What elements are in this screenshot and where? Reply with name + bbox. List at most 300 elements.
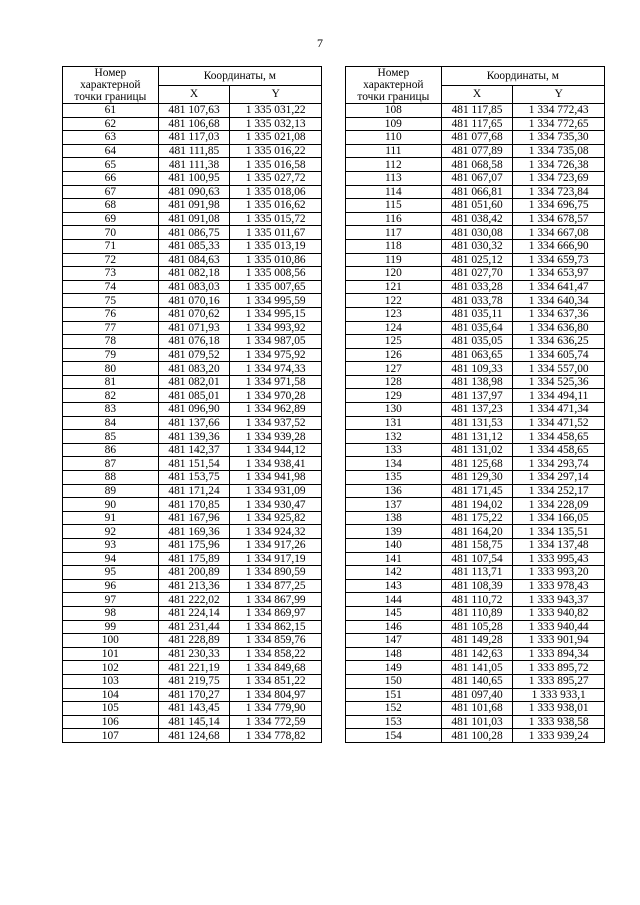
y-coordinate-cell: 1 335 016,58 [230, 158, 322, 172]
table-row [346, 321, 605, 335]
point-number-cell: 69 [63, 212, 159, 226]
x-coordinate-cell: 481 105,28 [441, 620, 513, 634]
table-row [63, 104, 322, 118]
table-row [63, 185, 322, 199]
y-coordinate-cell: 1 335 016,62 [230, 199, 322, 213]
y-coordinate-cell: 1 333 894,34 [513, 647, 605, 661]
x-coordinate-cell: 481 113,71 [441, 566, 513, 580]
y-coordinate-cell: 1 334 931,09 [230, 484, 322, 498]
point-number-cell: 130 [346, 403, 442, 417]
table-row [63, 606, 322, 620]
table-row [63, 307, 322, 321]
x-coordinate-cell: 481 070,16 [158, 294, 230, 308]
x-coordinate-cell: 481 164,20 [441, 525, 513, 539]
y-coordinate-cell: 1 334 917,19 [230, 552, 322, 566]
table-row [63, 593, 322, 607]
x-coordinate-cell: 481 033,28 [441, 280, 513, 294]
table-row [63, 199, 322, 213]
y-coordinate-cell: 1 334 941,98 [230, 471, 322, 485]
table-row [346, 634, 605, 648]
point-number-cell: 102 [63, 661, 159, 675]
coords-header: Координаты, м [158, 67, 321, 86]
x-coordinate-cell: 481 138,98 [441, 375, 513, 389]
point-number-cell: 111 [346, 144, 442, 158]
table-row [346, 171, 605, 185]
point-number-cell: 81 [63, 375, 159, 389]
y-coordinate-cell: 1 334 859,76 [230, 634, 322, 648]
point-number-cell: 72 [63, 253, 159, 267]
point-number-cell: 127 [346, 362, 442, 376]
y-coordinate-cell: 1 333 940,82 [513, 606, 605, 620]
table-row [346, 104, 605, 118]
point-number-cell: 125 [346, 335, 442, 349]
table-row [63, 688, 322, 702]
x-coordinate-cell: 481 097,40 [441, 688, 513, 702]
y-coordinate-cell: 1 335 016,22 [230, 144, 322, 158]
x-header: X [158, 85, 230, 104]
y-coordinate-cell: 1 334 653,97 [513, 267, 605, 281]
point-number-cell: 119 [346, 253, 442, 267]
y-coordinate-cell: 1 334 804,97 [230, 688, 322, 702]
table-row [63, 430, 322, 444]
x-coordinate-cell: 481 224,14 [158, 606, 230, 620]
table-row [63, 566, 322, 580]
point-number-cell: 124 [346, 321, 442, 335]
table-row [346, 539, 605, 553]
point-number-cell: 109 [346, 117, 442, 131]
table-row [63, 579, 322, 593]
y-coordinate-cell: 1 334 636,80 [513, 321, 605, 335]
point-number-cell: 95 [63, 566, 159, 580]
y-coordinate-cell: 1 333 933,1 [513, 688, 605, 702]
y-coordinate-cell: 1 334 137,48 [513, 539, 605, 553]
point-number-cell: 113 [346, 171, 442, 185]
point-label-line1: Номер [377, 67, 410, 79]
table-row [346, 457, 605, 471]
x-coordinate-cell: 481 067,07 [441, 171, 513, 185]
table-row [346, 348, 605, 362]
table-row [63, 375, 322, 389]
table-row [346, 253, 605, 267]
x-coordinate-cell: 481 111,85 [158, 144, 230, 158]
y-coordinate-cell: 1 334 735,08 [513, 144, 605, 158]
point-number-cell: 79 [63, 348, 159, 362]
x-coordinate-cell: 481 084,63 [158, 253, 230, 267]
table-row [63, 674, 322, 688]
table-row [63, 702, 322, 716]
x-coordinate-cell: 481 101,03 [441, 715, 513, 729]
x-coordinate-cell: 481 030,08 [441, 226, 513, 240]
point-number-cell: 110 [346, 131, 442, 145]
table-row [346, 375, 605, 389]
y-coordinate-cell: 1 334 228,09 [513, 498, 605, 512]
x-coordinate-cell: 481 083,20 [158, 362, 230, 376]
point-number-cell: 77 [63, 321, 159, 335]
point-number-cell: 78 [63, 335, 159, 349]
table-row [63, 403, 322, 417]
table-row [63, 117, 322, 131]
y-coordinate-cell: 1 334 944,12 [230, 443, 322, 457]
y-coordinate-cell: 1 334 723,84 [513, 185, 605, 199]
x-coordinate-cell: 481 071,93 [158, 321, 230, 335]
table-row [346, 294, 605, 308]
point-number-cell: 61 [63, 104, 159, 118]
table-row [63, 267, 322, 281]
x-coordinate-cell: 481 222,02 [158, 593, 230, 607]
table-row [63, 362, 322, 376]
y-coordinate-cell: 1 335 032,13 [230, 117, 322, 131]
x-coordinate-cell: 481 230,33 [158, 647, 230, 661]
y-coordinate-cell: 1 334 862,15 [230, 620, 322, 634]
point-number-cell: 116 [346, 212, 442, 226]
x-coordinate-cell: 481 124,68 [158, 729, 230, 743]
y-coordinate-cell: 1 334 726,38 [513, 158, 605, 172]
x-coordinate-cell: 481 169,36 [158, 525, 230, 539]
x-coordinate-cell: 481 035,64 [441, 321, 513, 335]
y-coordinate-cell: 1 334 924,32 [230, 525, 322, 539]
table-row [63, 321, 322, 335]
table-row [63, 457, 322, 471]
table-row [346, 661, 605, 675]
point-number-cell: 133 [346, 443, 442, 457]
x-coordinate-cell: 481 171,45 [441, 484, 513, 498]
point-number-cell: 75 [63, 294, 159, 308]
x-coordinate-cell: 481 086,75 [158, 226, 230, 240]
coords-header: Координаты, м [441, 67, 604, 86]
x-coordinate-cell: 481 077,68 [441, 131, 513, 145]
table-row [63, 416, 322, 430]
point-number-cell: 62 [63, 117, 159, 131]
x-coordinate-cell: 481 100,95 [158, 171, 230, 185]
y-coordinate-cell: 1 334 293,74 [513, 457, 605, 471]
table-row [346, 471, 605, 485]
y-coordinate-cell: 1 334 877,25 [230, 579, 322, 593]
point-number-cell: 114 [346, 185, 442, 199]
point-number-cell: 100 [63, 634, 159, 648]
y-coordinate-cell: 1 333 993,20 [513, 566, 605, 580]
x-coordinate-cell: 481 111,38 [158, 158, 230, 172]
point-number-cell: 108 [346, 104, 442, 118]
x-coordinate-cell: 481 083,03 [158, 280, 230, 294]
table-row [63, 212, 322, 226]
point-number-header [346, 67, 442, 104]
point-number-cell: 131 [346, 416, 442, 430]
point-number-cell: 117 [346, 226, 442, 240]
table-row [63, 443, 322, 457]
y-coordinate-cell: 1 335 011,67 [230, 226, 322, 240]
y-coordinate-cell: 1 334 471,34 [513, 403, 605, 417]
x-coordinate-cell: 481 131,02 [441, 443, 513, 457]
y-coordinate-cell: 1 334 858,22 [230, 647, 322, 661]
table-row [63, 525, 322, 539]
table-row [346, 511, 605, 525]
table-row [346, 715, 605, 729]
table-row [63, 539, 322, 553]
point-number-cell: 142 [346, 566, 442, 580]
x-coordinate-cell: 481 090,63 [158, 185, 230, 199]
y-coordinate-cell: 1 334 735,30 [513, 131, 605, 145]
x-coordinate-cell: 481 091,08 [158, 212, 230, 226]
x-coordinate-cell: 481 149,28 [441, 634, 513, 648]
left-table-body [63, 104, 322, 743]
table-row [346, 144, 605, 158]
y-coordinate-cell: 1 334 849,68 [230, 661, 322, 675]
table-row [346, 498, 605, 512]
point-number-cell: 107 [63, 729, 159, 743]
y-coordinate-cell: 1 334 297,14 [513, 471, 605, 485]
point-number-cell: 68 [63, 199, 159, 213]
x-coordinate-cell: 481 033,78 [441, 294, 513, 308]
x-coordinate-cell: 481 140,65 [441, 674, 513, 688]
x-coordinate-cell: 481 137,97 [441, 389, 513, 403]
table-row [346, 362, 605, 376]
x-coordinate-cell: 481 137,66 [158, 416, 230, 430]
y-coordinate-cell: 1 334 252,17 [513, 484, 605, 498]
point-number-cell: 115 [346, 199, 442, 213]
y-coordinate-cell: 1 334 995,59 [230, 294, 322, 308]
x-coordinate-cell: 481 175,96 [158, 539, 230, 553]
y-coordinate-cell: 1 334 696,75 [513, 199, 605, 213]
x-coordinate-cell: 481 117,85 [441, 104, 513, 118]
table-row [346, 335, 605, 349]
y-coordinate-cell: 1 334 666,90 [513, 239, 605, 253]
x-coordinate-cell: 481 158,75 [441, 539, 513, 553]
x-coordinate-cell: 481 170,85 [158, 498, 230, 512]
y-coordinate-cell: 1 335 007,65 [230, 280, 322, 294]
x-coordinate-cell: 481 153,75 [158, 471, 230, 485]
y-coordinate-cell: 1 334 890,59 [230, 566, 322, 580]
x-coordinate-cell: 481 107,54 [441, 552, 513, 566]
point-number-cell: 139 [346, 525, 442, 539]
y-coordinate-cell: 1 335 015,72 [230, 212, 322, 226]
x-coordinate-cell: 481 143,45 [158, 702, 230, 716]
y-coordinate-cell: 1 334 995,15 [230, 307, 322, 321]
x-coordinate-cell: 481 070,62 [158, 307, 230, 321]
x-coordinate-cell: 481 141,05 [441, 661, 513, 675]
y-coordinate-cell: 1 335 021,08 [230, 131, 322, 145]
x-coordinate-cell: 481 085,01 [158, 389, 230, 403]
table-row [346, 525, 605, 539]
point-number-cell: 96 [63, 579, 159, 593]
table-row [346, 185, 605, 199]
point-number-cell: 132 [346, 430, 442, 444]
x-coordinate-cell: 481 142,63 [441, 647, 513, 661]
y-coordinate-cell: 1 334 938,41 [230, 457, 322, 471]
table-row [63, 253, 322, 267]
x-header: X [441, 85, 513, 104]
table-row [63, 471, 322, 485]
y-coordinate-cell: 1 334 605,74 [513, 348, 605, 362]
point-number-cell: 73 [63, 267, 159, 281]
point-number-cell: 135 [346, 471, 442, 485]
point-number-cell: 148 [346, 647, 442, 661]
x-coordinate-cell: 481 106,68 [158, 117, 230, 131]
right-table-body [346, 104, 605, 743]
point-number-cell: 91 [63, 511, 159, 525]
table-row [346, 688, 605, 702]
x-coordinate-cell: 481 107,63 [158, 104, 230, 118]
table-row [63, 647, 322, 661]
x-coordinate-cell: 481 082,18 [158, 267, 230, 281]
point-number-cell: 121 [346, 280, 442, 294]
y-coordinate-cell: 1 334 641,47 [513, 280, 605, 294]
x-coordinate-cell: 481 117,65 [441, 117, 513, 131]
x-coordinate-cell: 481 117,03 [158, 131, 230, 145]
point-number-cell: 66 [63, 171, 159, 185]
y-coordinate-cell: 1 335 008,56 [230, 267, 322, 281]
point-number-cell: 67 [63, 185, 159, 199]
x-coordinate-cell: 481 219,75 [158, 674, 230, 688]
y-header: Y [230, 85, 322, 104]
x-coordinate-cell: 481 035,11 [441, 307, 513, 321]
table-row [63, 634, 322, 648]
table-row [346, 620, 605, 634]
y-coordinate-cell: 1 334 772,43 [513, 104, 605, 118]
point-number-cell: 120 [346, 267, 442, 281]
point-number-cell: 103 [63, 674, 159, 688]
y-coordinate-cell: 1 334 659,73 [513, 253, 605, 267]
y-coordinate-cell: 1 334 971,58 [230, 375, 322, 389]
x-coordinate-cell: 481 038,42 [441, 212, 513, 226]
point-number-cell: 149 [346, 661, 442, 675]
y-coordinate-cell: 1 335 018,06 [230, 185, 322, 199]
y-coordinate-cell: 1 334 930,47 [230, 498, 322, 512]
y-coordinate-cell: 1 334 135,51 [513, 525, 605, 539]
point-number-cell: 71 [63, 239, 159, 253]
y-coordinate-cell: 1 334 925,82 [230, 511, 322, 525]
x-coordinate-cell: 481 137,23 [441, 403, 513, 417]
point-number-cell: 138 [346, 511, 442, 525]
table-row [346, 158, 605, 172]
point-number-cell: 76 [63, 307, 159, 321]
y-coordinate-cell: 1 334 166,05 [513, 511, 605, 525]
x-coordinate-cell: 481 231,44 [158, 620, 230, 634]
table-row [346, 484, 605, 498]
table-row [346, 226, 605, 240]
y-coordinate-cell: 1 335 027,72 [230, 171, 322, 185]
point-number-cell: 82 [63, 389, 159, 403]
y-coordinate-cell: 1 334 779,90 [230, 702, 322, 716]
y-coordinate-cell: 1 333 938,01 [513, 702, 605, 716]
point-number-cell: 137 [346, 498, 442, 512]
y-coordinate-cell: 1 334 525,36 [513, 375, 605, 389]
y-coordinate-cell: 1 335 031,22 [230, 104, 322, 118]
y-coordinate-cell: 1 334 772,65 [513, 117, 605, 131]
point-number-cell: 128 [346, 375, 442, 389]
y-coordinate-cell: 1 335 013,19 [230, 239, 322, 253]
y-coordinate-cell: 1 334 772,59 [230, 715, 322, 729]
x-coordinate-cell: 481 108,39 [441, 579, 513, 593]
x-coordinate-cell: 481 085,33 [158, 239, 230, 253]
table-row [346, 307, 605, 321]
point-number-cell: 152 [346, 702, 442, 716]
y-coordinate-cell: 1 334 962,89 [230, 403, 322, 417]
x-coordinate-cell: 481 100,28 [441, 729, 513, 743]
y-coordinate-cell: 1 334 937,52 [230, 416, 322, 430]
point-number-cell: 74 [63, 280, 159, 294]
point-number-cell: 153 [346, 715, 442, 729]
y-coordinate-cell: 1 334 974,33 [230, 362, 322, 376]
table-row [346, 430, 605, 444]
x-coordinate-cell: 481 213,36 [158, 579, 230, 593]
point-number-cell: 140 [346, 539, 442, 553]
table-row [346, 566, 605, 580]
x-coordinate-cell: 481 079,52 [158, 348, 230, 362]
point-label-line2: характерной [363, 79, 424, 91]
y-coordinate-cell: 1 334 458,65 [513, 443, 605, 457]
x-coordinate-cell: 481 170,27 [158, 688, 230, 702]
y-coordinate-cell: 1 334 557,00 [513, 362, 605, 376]
table-row [63, 144, 322, 158]
x-coordinate-cell: 481 125,68 [441, 457, 513, 471]
x-coordinate-cell: 481 096,90 [158, 403, 230, 417]
table-row [346, 606, 605, 620]
table-row [346, 389, 605, 403]
x-coordinate-cell: 481 151,54 [158, 457, 230, 471]
table-row [346, 416, 605, 430]
x-coordinate-cell: 481 035,05 [441, 335, 513, 349]
point-number-cell: 150 [346, 674, 442, 688]
y-coordinate-cell: 1 333 901,94 [513, 634, 605, 648]
x-coordinate-cell: 481 030,32 [441, 239, 513, 253]
y-coordinate-cell: 1 334 975,92 [230, 348, 322, 362]
table-row [63, 484, 322, 498]
point-number-cell: 143 [346, 579, 442, 593]
point-number-cell: 147 [346, 634, 442, 648]
point-number-cell: 92 [63, 525, 159, 539]
point-number-header [63, 67, 159, 104]
point-number-cell: 122 [346, 294, 442, 308]
point-number-cell: 129 [346, 389, 442, 403]
x-coordinate-cell: 481 131,53 [441, 416, 513, 430]
point-number-cell: 64 [63, 144, 159, 158]
table-row [63, 158, 322, 172]
y-coordinate-cell: 1 334 917,26 [230, 539, 322, 553]
coordinates-table-left [62, 66, 322, 743]
point-number-cell: 89 [63, 484, 159, 498]
table-row [346, 239, 605, 253]
x-coordinate-cell: 481 051,60 [441, 199, 513, 213]
x-coordinate-cell: 481 200,89 [158, 566, 230, 580]
point-number-cell: 101 [63, 647, 159, 661]
y-coordinate-cell: 1 333 895,27 [513, 674, 605, 688]
point-number-cell: 99 [63, 620, 159, 634]
table-row [63, 511, 322, 525]
table-row [63, 171, 322, 185]
x-coordinate-cell: 481 142,37 [158, 443, 230, 457]
table-row [346, 280, 605, 294]
table-row [346, 579, 605, 593]
x-coordinate-cell: 481 110,72 [441, 593, 513, 607]
x-coordinate-cell: 481 129,30 [441, 471, 513, 485]
table-row [346, 674, 605, 688]
point-number-cell: 85 [63, 430, 159, 444]
point-number-cell: 146 [346, 620, 442, 634]
y-coordinate-cell: 1 334 987,05 [230, 335, 322, 349]
point-number-cell: 141 [346, 552, 442, 566]
point-number-cell: 87 [63, 457, 159, 471]
point-label-line3: точки границы [357, 91, 430, 103]
x-coordinate-cell: 481 027,70 [441, 267, 513, 281]
x-coordinate-cell: 481 145,14 [158, 715, 230, 729]
page-number: 7 [317, 36, 323, 50]
y-coordinate-cell: 1 333 978,43 [513, 579, 605, 593]
point-number-cell: 98 [63, 606, 159, 620]
point-number-cell: 83 [63, 403, 159, 417]
y-coordinate-cell: 1 334 636,25 [513, 335, 605, 349]
point-number-cell: 145 [346, 606, 442, 620]
y-header: Y [513, 85, 605, 104]
